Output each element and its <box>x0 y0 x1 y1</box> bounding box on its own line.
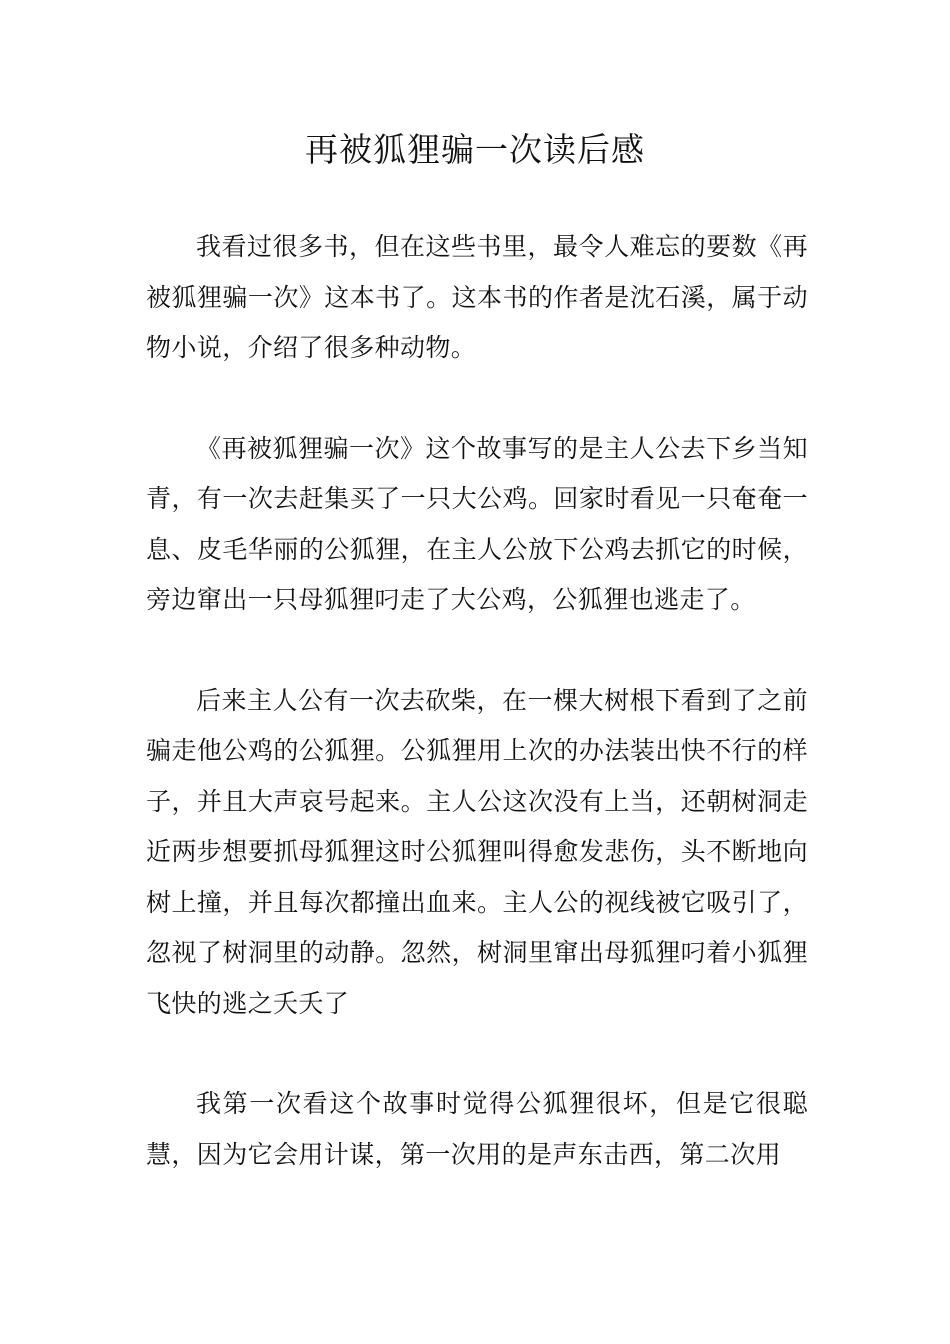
document-body <box>146 222 808 1230</box>
paragraph-3: 后来主人公有一次去砍柴，在一棵大树根下看到了之前骗走他公鸡的公狐狸。公狐狸用上次的办法装出快不行的样子，并且大声哀号起来。主人公这次没有上当，还朝树洞走近两步想要抓母狐狸这时公狐狸叫得愈发悲伤，头不断地向树上撞，并且每次都撞出血来。主人公的视线被它吸引了，忽视了树洞里的动静。忽然，树洞里窜出母狐狸叼着小狐狸飞快的逃之夭夭了 <box>146 685 808 1018</box>
paragraph-1: 我看过很多书，但在这些书里，最令人难忘的要数《再被狐狸骗一次》这本书了。这本书的作者是沈石溪，属于动物小说，介绍了很多种动物。 <box>146 232 808 362</box>
document-title: 再被狐狸骗一次读后感 <box>305 130 645 169</box>
paragraph-4: 我第一次看这个故事时觉得公狐狸很坏，但是它很聪慧，因为它会用计谋，第一次用的是声东击西，第二次用 <box>146 1089 808 1169</box>
paragraph-2: 《再被狐狸骗一次》这个故事写的是主人公去下乡当知青，有一次去赶集买了一只大公鸡。回家时看见一只奄奄一息、皮毛华丽的公狐狸，在主人公放下公鸡去抓它的时候，旁边窜出一只母狐狸叼走了大公鸡，公狐狸也逃走了。 <box>146 433 808 614</box>
